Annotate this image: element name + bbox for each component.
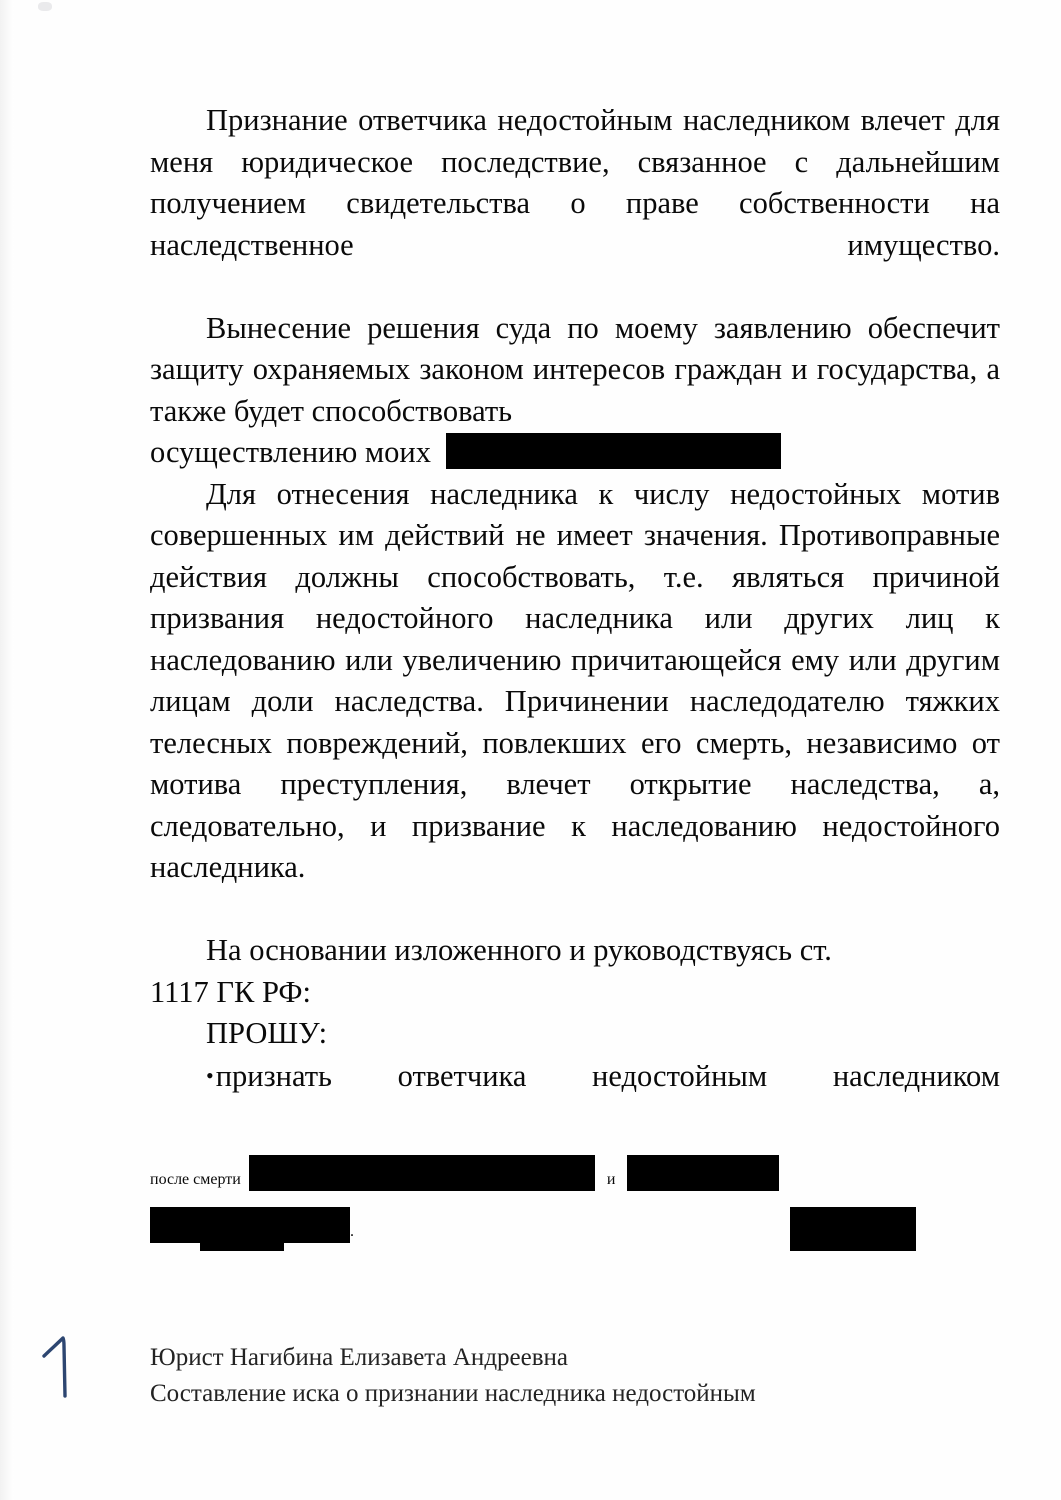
paragraph-legal-consequence: Признание ответчика недостойным наследником влечет для меня юридическое последствие, связанное с дальнейшим получением свидетельства о праве собственности на наследственное имущество. xyxy=(150,103,1000,262)
claim-item xyxy=(150,1055,1000,1139)
document-footer xyxy=(150,1340,970,1412)
redaction-bar-signature-date xyxy=(200,1207,284,1251)
paragraph-court-decision-text: Вынесение решения суда по моему заявлению обеспечит защиту охраняемых законом интересов граждан и государства, а также будет способствовать xyxy=(150,310,1000,428)
claim-item-period: . xyxy=(350,1222,354,1240)
redaction-bar-rights xyxy=(446,433,781,469)
paragraph-court-decision xyxy=(150,308,1000,474)
document-body xyxy=(150,100,1000,1259)
redaction-bar-deceased-2 xyxy=(627,1155,779,1191)
paragraph-unworthy-heir-criteria: Для отнесения наследника к числу недостойных мотив совершенных им действий не имеет значения. Противоправные действия должны способствовать, т.е. являться причиной призвания недостойного наследника или других лиц к наследованию или увеличению причитающейся ему или другим лицам доли наследства. Причинении наследодателю тяжких телесных повреждений, повлекших его смерть, независимо от мотива преступления, влечет открытие наследства, а, следовательно, и призвание к наследованию недостойного наследника. xyxy=(150,476,1000,884)
statute-basis-line2: 1117 ГК РФ: xyxy=(150,974,311,1009)
handwritten-page-number xyxy=(36,1334,96,1414)
claim-item-conjunction: и xyxy=(606,1170,616,1188)
footer-author: Юрист Нагибина Елизавета Андреевна xyxy=(150,1344,569,1371)
claim-item-line2-prefix: после смерти xyxy=(150,1170,241,1188)
footer-subject: Составление иска о признании наследника недостойным xyxy=(150,1380,756,1407)
redaction-bar-deceased-1 xyxy=(249,1155,595,1191)
claim-item-line2 xyxy=(150,1155,1000,1191)
redaction-bar-signature-name xyxy=(790,1207,916,1251)
claim-item-text: признать ответчика недостойным наследником xyxy=(215,1058,1000,1093)
paragraph-court-decision-tail-text: осуществлению моих xyxy=(150,435,431,469)
bullet-icon: • xyxy=(206,1062,214,1088)
paragraph-statute-basis xyxy=(150,930,1000,1013)
statute-basis-line1: На основании изложенного и руководствуясь ст. xyxy=(206,933,832,967)
scan-edge-shadow xyxy=(0,0,14,1500)
scan-artifact-speck xyxy=(38,2,52,11)
paragraph-court-decision-last-line xyxy=(150,432,1000,474)
signature-row xyxy=(150,1207,1000,1251)
request-heading: ПРОШУ: xyxy=(206,1016,328,1050)
